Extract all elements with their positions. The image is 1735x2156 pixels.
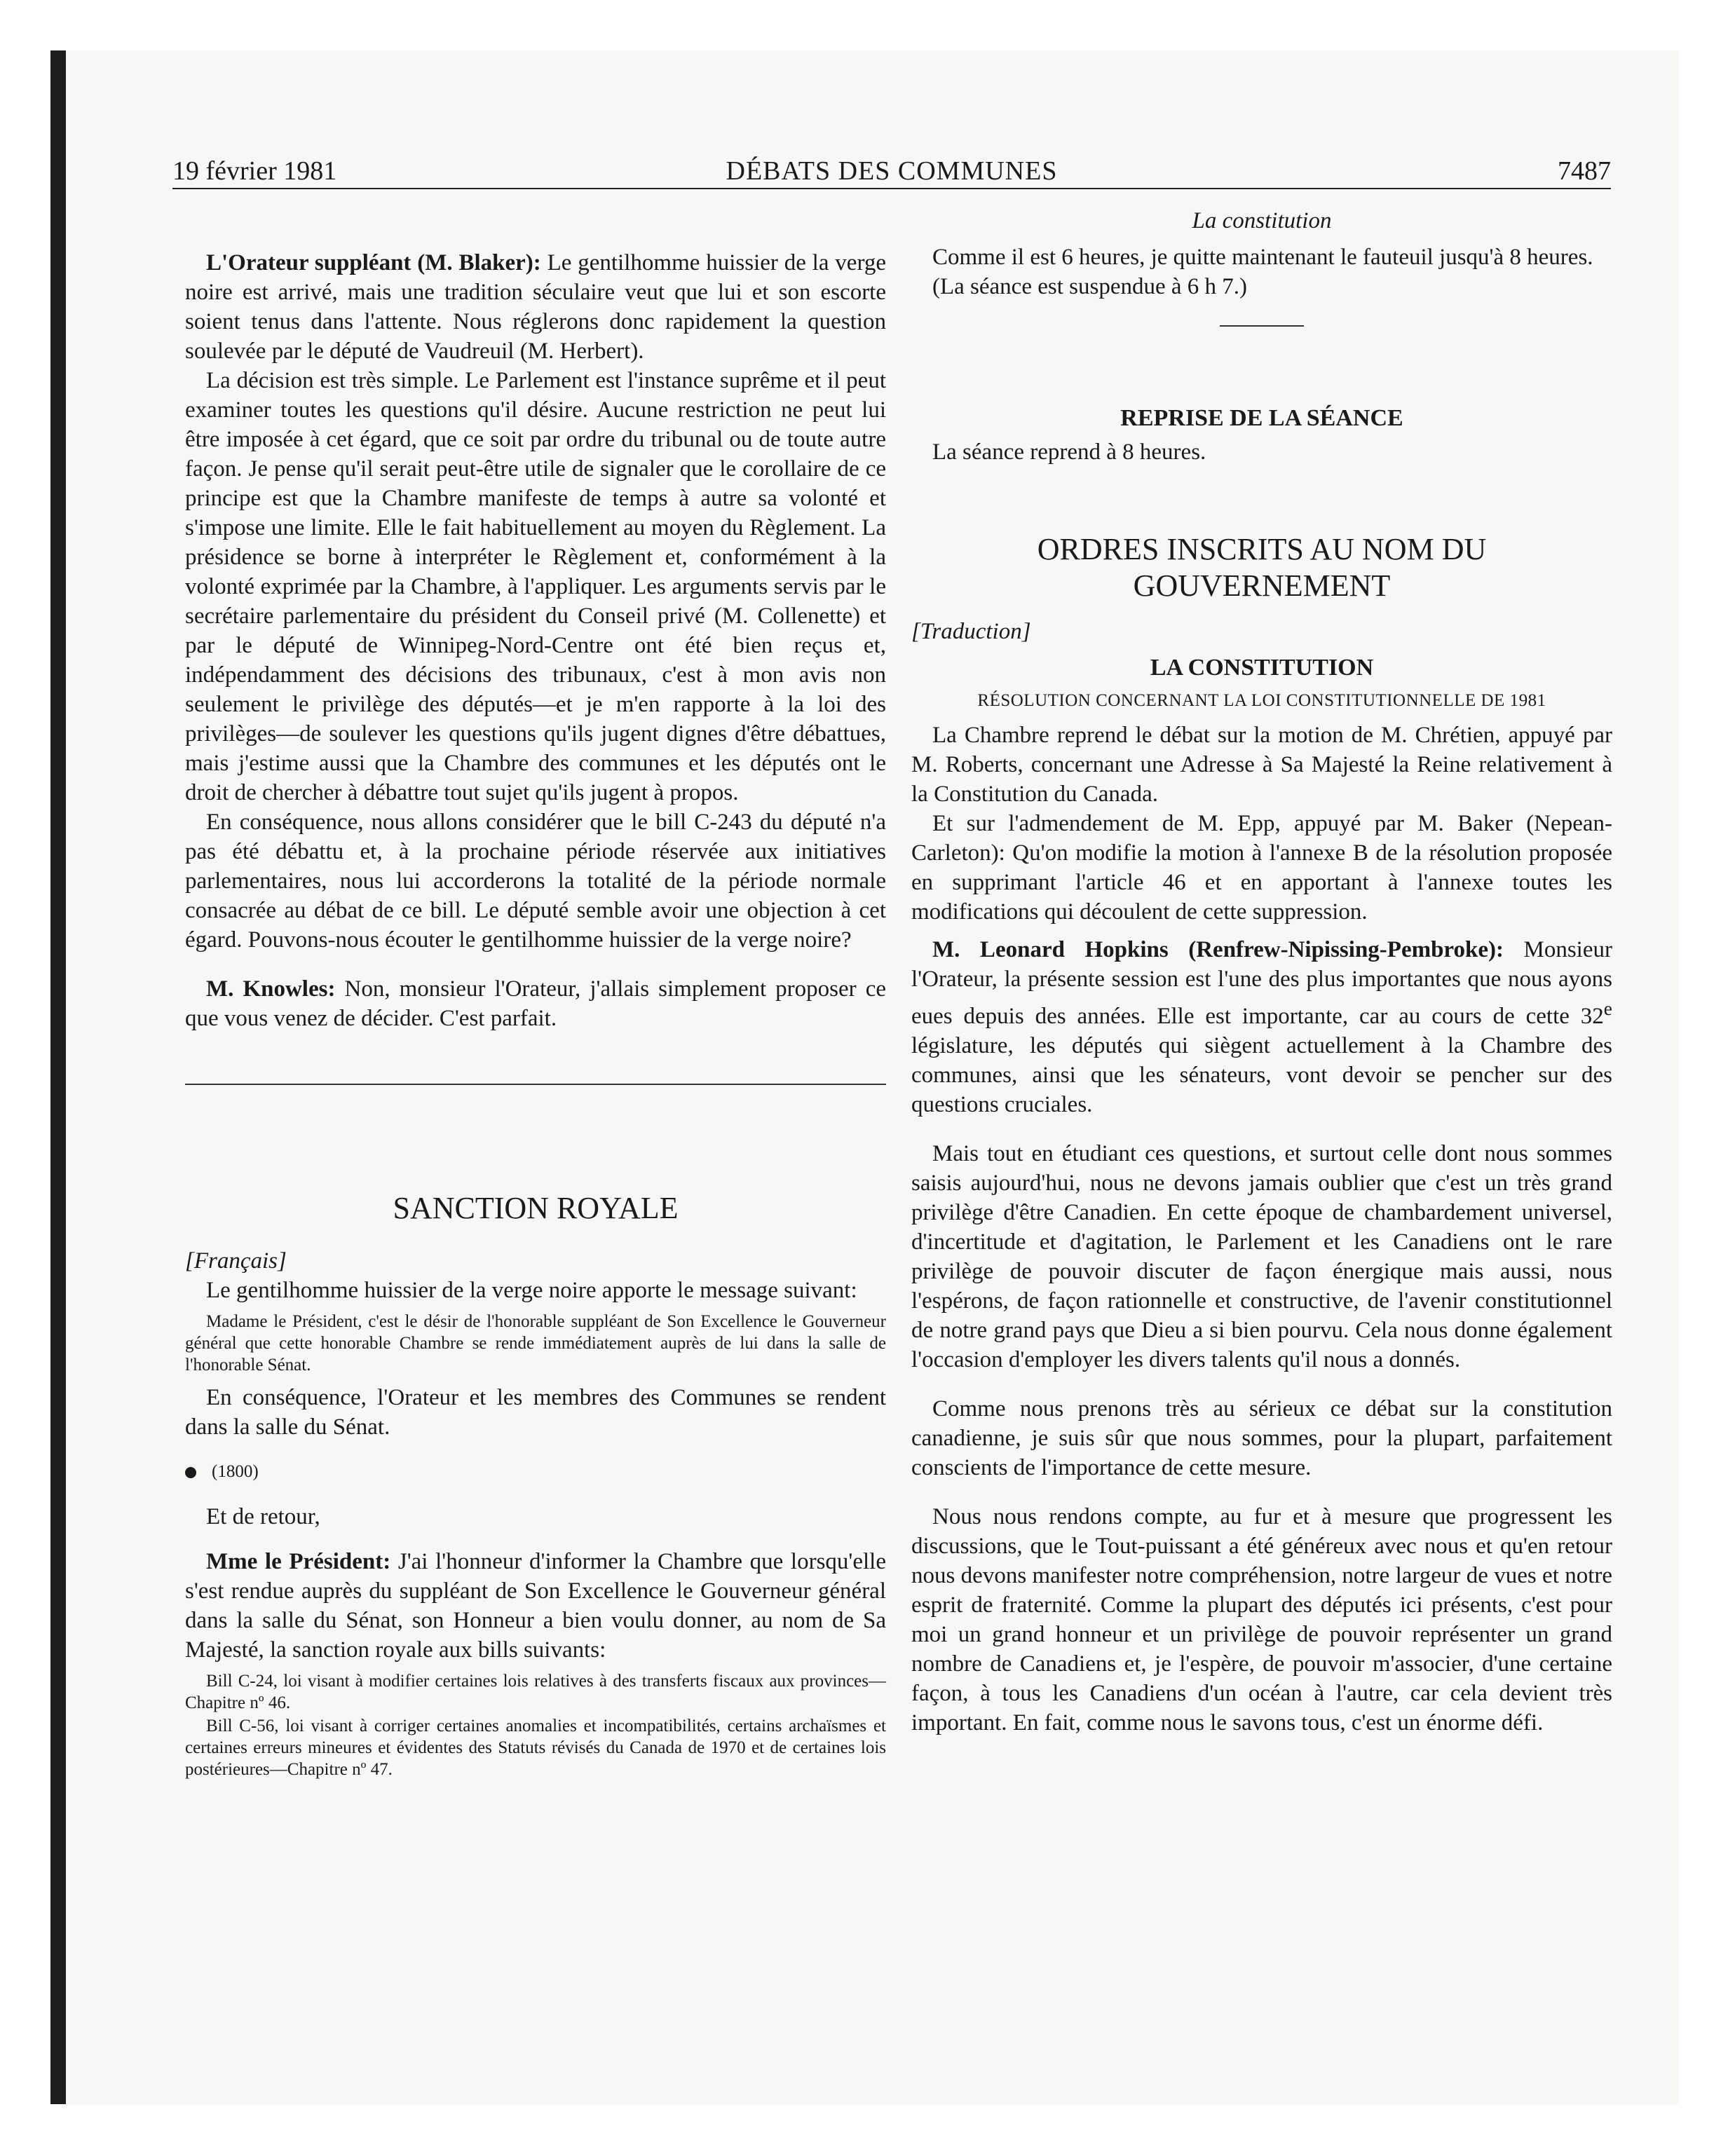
speech-text: Le gentilhomme huissier de la verge noire est arrivé, mais une tradition séculaire veut que lui et son escorte soient tenus dans l'attente. Nous réglerons donc rapidement la question soulevée par le député de Vaudreuil (M. Herbert). <box>185 250 886 364</box>
language-note <box>185 1246 886 1276</box>
left-column <box>185 206 886 1780</box>
header-rule <box>172 188 1611 189</box>
paragraph: Comme il est 6 heures, je quitte maintenant le fauteuil jusqu'à 8 heures. <box>932 245 1593 270</box>
binding-edge <box>50 50 66 2104</box>
speaker-name: M. Leonard Hopkins (Renfrew-Nipissing-Pembroke): <box>932 937 1504 962</box>
paragraph: Et sur l'admendement de M. Epp, appuyé par M. Baker (Nepean-Carleton): Qu'on modifie la motion à l'annexe B de la résolution proposée en supprimant l'article 46 et en apportant à l'annexe toutes les modifications qui découlent de cette suppression. <box>911 811 1612 925</box>
paragraph: La décision est très simple. Le Parlement est l'instance suprême et il peut examiner toutes les questions qu'il désire. Aucune restriction ne peut lui être imposée à cet égard, que ce soit par ordre du tribunal ou de toute autre façon. Je pense qu'il serait peut-être utile de signaler que le corollaire de ce principe est que la Chambre manifeste de temps à autre sa volonté et s'impose une limite. Elle le fait habituellement au moyen du Règlement. La présidence se borne à interpréter le Règlement et, conformément à la volonté exprimée par la Chambre, à l'appliquer. Les arguments servis par le secrétaire parlementaire du président du Conseil privé (M. Collenette) et par le député de Winnipeg-Nord-Centre ont été bien reçus et, indépendamment des décisions des tribunaux, c'est à mon avis non seulement le privilège des députés—et je m'en rapporte à la loi des privilèges—de soulever les questions qu'ils jugent dignes d'être débattues, mais j'estime aussi que la Chambre des communes et les députés ont le droit de chercher à débattre tout sujet qu'ils jugent à propos. <box>185 368 886 805</box>
speech-paragraph <box>911 935 1612 1119</box>
speech-paragraph <box>185 1547 886 1665</box>
speech-paragraph <box>185 248 886 366</box>
bill-entry: Bill C-56, loi visant à corriger certaines anomalies et incompatibilités, certains archaïsmes et certaines erreurs mineures et évidentes des Statuts révisés du Canada de 1970 et de certaines lois postérieures—Chapitre nº 47. <box>185 1717 886 1779</box>
header-date: 19 février 1981 <box>172 156 337 186</box>
superscript: e <box>1603 997 1612 1019</box>
resolution-title: RÉSOLUTION CONCERNANT LA LOI CONSTITUTIONNELLE DE 1981 <box>977 691 1546 710</box>
speech-text-continued: législature, les députés qui siègent actuellement à la Chambre des communes, ainsi que les sénateurs, vont devoir se pencher sur des questions cruciales. <box>911 1033 1612 1117</box>
paragraph: Nous nous rendons compte, au fur et à mesure que progressent les discussions, que le Tout-puissant a été généreux avec nous et qu'en retour nous devons manifester notre compréhension, notre largeur de vues et notre esprit de fraternité. Comme la plupart des députés ici présents, c'est pour moi un grand honneur et un privilège de pouvoir représenter un grand nombre de Canadiens et, je l'espère, de pouvoir m'associer, d'une certaine façon, à tous les Canadiens d'un océan à l'autre, car cela devient très important. En fait, comme nous le savons tous, c'est un énorme défi. <box>911 1504 1612 1735</box>
language-note-text: [Traduction] <box>911 619 1031 644</box>
language-note <box>911 617 1612 646</box>
section-separator <box>1220 325 1304 327</box>
paragraph: En conséquence, nous allons considérer que le bill C-243 du député n'a pas été débattu et, à la prochaine période réservée aux initiatives parlementaires, nous lui accorderons la totalité de la période normale consacrée au débat de ce bill. Le député semble avoir une objection à cet égard. Pouvons-nous écouter le gentilhomme huissier de la verge noire? <box>185 810 886 953</box>
header-title: DÉBATS DES COMMUNES <box>726 156 1058 186</box>
speech-text: Non, monsieur l'Orateur, j'allais simplement proposer ce que vous venez de décider. C'est parfait. <box>185 976 886 1031</box>
paragraph: Et de retour, <box>206 1504 320 1529</box>
bill-entry: Bill C-24, loi visant à modifier certaines lois relatives à des transferts fiscaux aux provinces—Chapitre nº 46. <box>185 1672 886 1712</box>
section-separator <box>185 1084 886 1085</box>
paragraph: La séance reprend à 8 heures. <box>932 439 1206 465</box>
paragraph: Mais tout en étudiant ces questions, et surtout celle dont nous sommes saisis aujourd'hui, nous ne devons jamais oublier que c'est un très grand privilège d'être Canadien. En cette époque de chambardement universel, d'incertitude et d'agitation, le Parlement et les Canadiens ont le rare privilège de pouvoir discuter de façon énergique mais aussi, nous l'espérons, de façon rationnelle et constructive, de l'avenir constitutionnel de notre grand pays que Dieu a si bien pourvu. Cela nous donne également l'occasion d'employer les divers talents qu'il nous a donnés. <box>911 1141 1612 1372</box>
section-title: ORDRES INSCRITS AU NOM DU GOUVERNEMENT <box>1037 532 1487 603</box>
paragraph: (La séance est suspendue à 6 h 7.) <box>932 274 1247 299</box>
speech-text: J'ai l'honneur d'informer la Chambre que lorsqu'elle s'est rendue auprès du suppléant de Son Excellence le Gouverneur général dans la salle du Sénat, son Honneur a bien voulu donner, au nom de Sa Majesté, la sanction royale aux bills suivants: <box>185 1549 886 1663</box>
paragraph: Comme nous prenons très au sérieux ce débat sur la constitution canadienne, je suis sûr que nous sommes, pour la plupart, parfaitement conscients de l'importance de cette mesure. <box>911 1396 1612 1480</box>
running-head-text: La constitution <box>1192 208 1332 233</box>
speaker-name: M. Knowles: <box>206 976 336 1002</box>
time-marker-text: (1800) <box>212 1462 259 1481</box>
subsection-title: LA CONSTITUTION <box>1150 655 1374 681</box>
header-page-number: 7487 <box>1558 156 1611 186</box>
language-note-text: [Français] <box>185 1248 287 1274</box>
right-column <box>911 206 1612 1738</box>
speaker-name: L'Orateur suppléant (M. Blaker): <box>206 250 541 275</box>
running-head <box>911 206 1612 236</box>
speaker-name: Mme le Président: <box>206 1549 391 1574</box>
section-title: REPRISE DE LA SÉANCE <box>1120 405 1403 431</box>
paragraph: Le gentilhomme huissier de la verge noire apporte le message suivant: <box>206 1278 857 1303</box>
paragraph: En conséquence, l'Orateur et les membres des Communes se rendent dans la salle du Sénat. <box>185 1385 886 1440</box>
speech-text: Monsieur l'Orateur, la présente session est l'une des plus importantes que nous ayons eues depuis des années. Elle est importante, car au cours de cette 32 <box>911 937 1612 1029</box>
page-header <box>172 156 1611 189</box>
section-title: SANCTION ROYALE <box>393 1191 679 1225</box>
quoted-message: Madame le Président, c'est le désir de l'honorable suppléant de Son Excellence le Gouverneur général que cette honorable Chambre se rende immédiatement auprès de lui dans la salle de l'honorable Sénat. <box>185 1312 886 1374</box>
bullet-icon <box>185 1467 196 1478</box>
speech-paragraph <box>185 974 886 1033</box>
paragraph: La Chambre reprend le débat sur la motion de M. Chrétien, appuyé par M. Roberts, concernant une Adresse à Sa Majesté la Reine relativement à la Constitution du Canada. <box>911 723 1612 807</box>
time-marker <box>185 1457 886 1487</box>
